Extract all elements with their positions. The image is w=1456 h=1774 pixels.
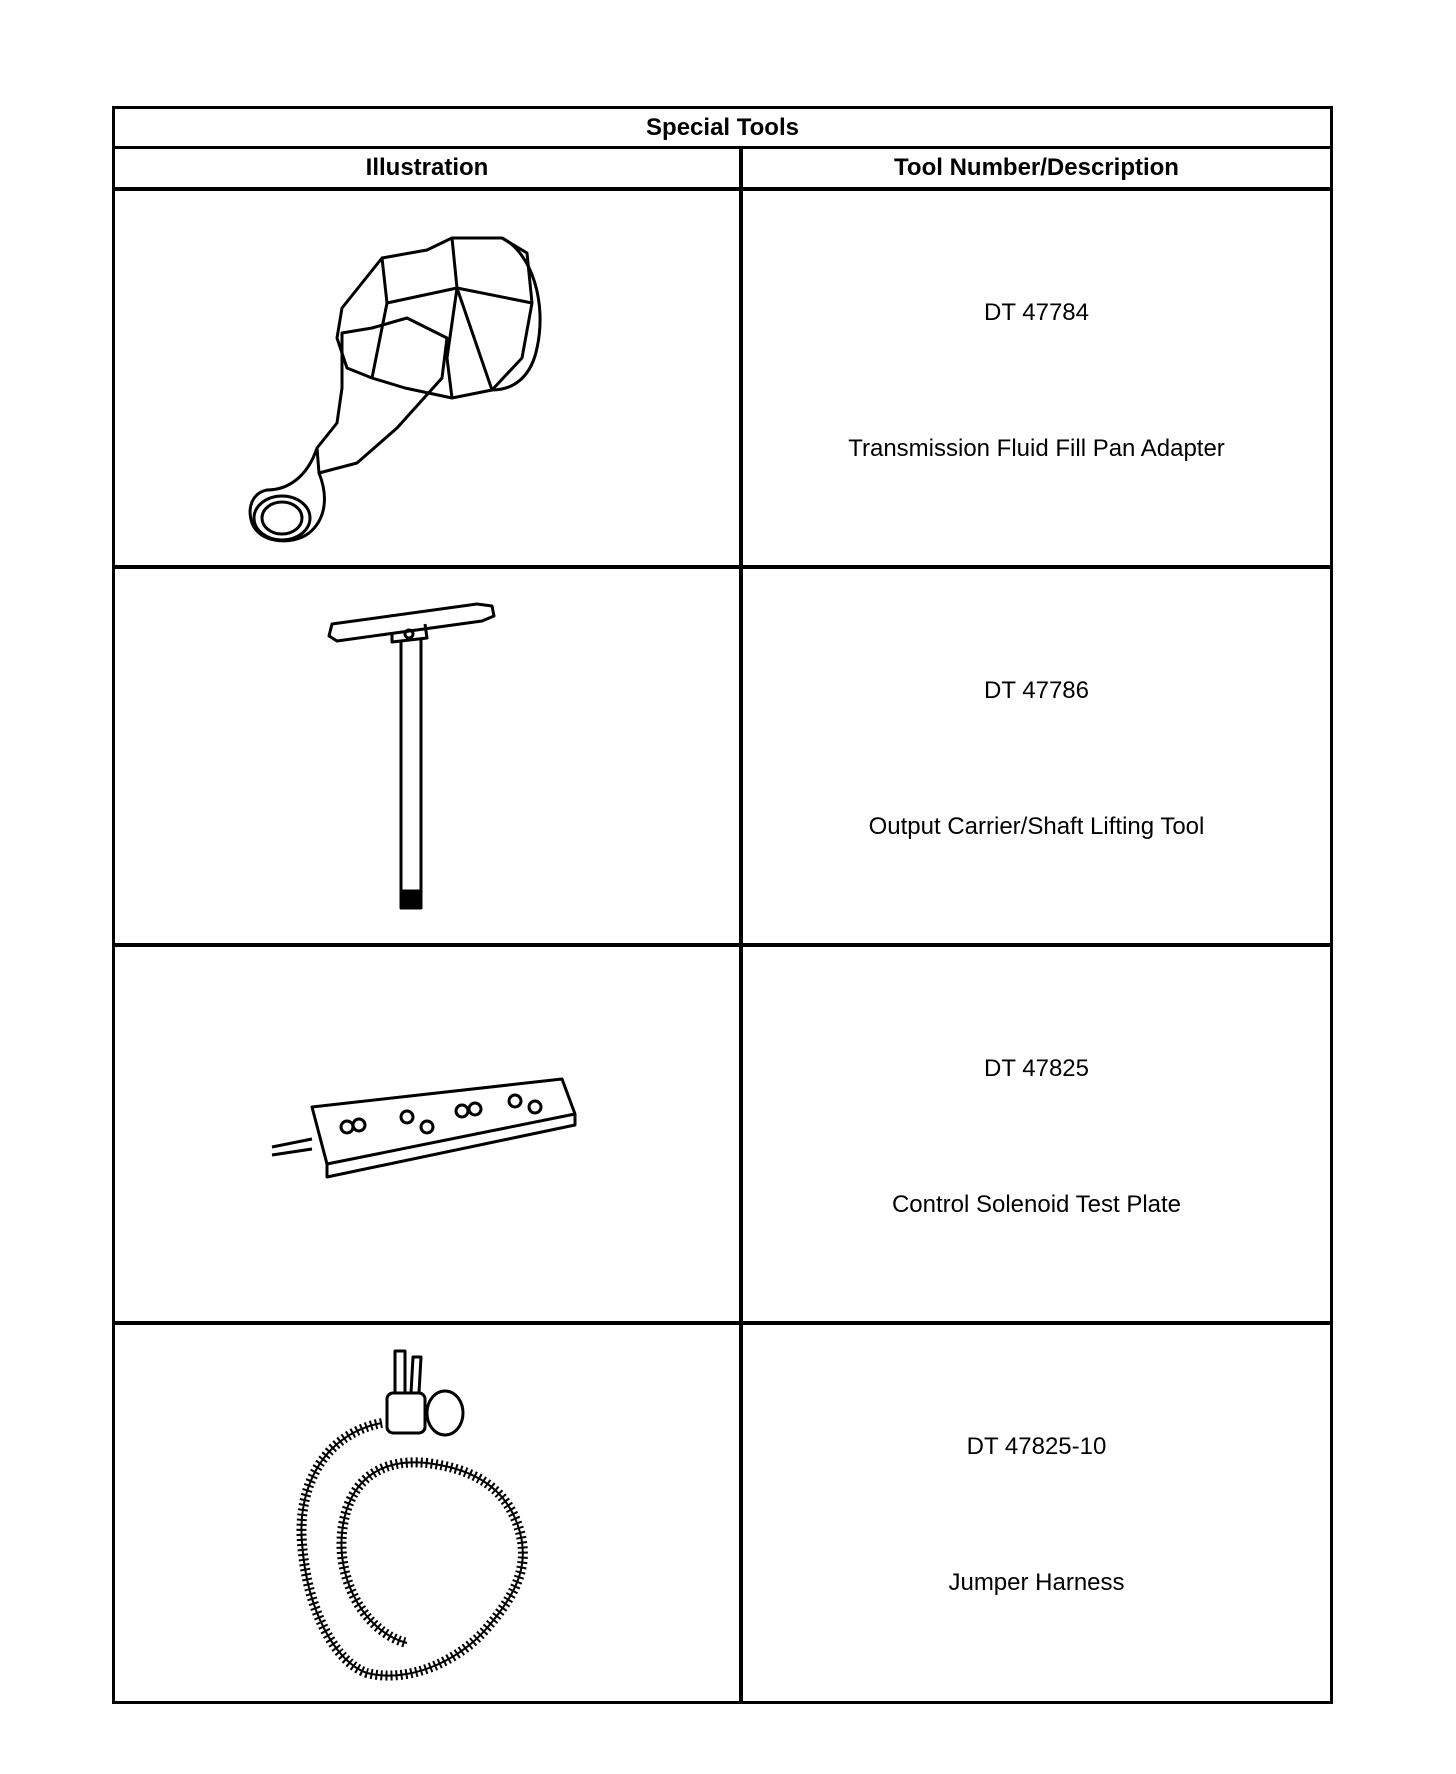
tool-number: DT 47825	[984, 1055, 1089, 1082]
tool-description: Transmission Fluid Fill Pan Adapter	[848, 435, 1225, 462]
tool-number: DT 47825-10	[966, 1433, 1107, 1460]
table-row	[115, 569, 1330, 947]
lifting-tool-icon	[317, 586, 537, 926]
test-plate-icon	[257, 1059, 597, 1209]
description-cell	[743, 947, 1330, 1321]
header-illustration: Illustration	[115, 149, 743, 187]
table-row	[115, 1325, 1330, 1701]
table-title: Special Tools	[115, 109, 1330, 149]
table-row	[115, 947, 1330, 1325]
illustration-cell	[115, 1325, 743, 1701]
jumper-harness-icon	[287, 1343, 567, 1683]
table-header-row	[115, 149, 1330, 191]
illustration-cell	[115, 191, 743, 565]
tool-description: Output Carrier/Shaft Lifting Tool	[868, 813, 1205, 840]
tool-number: DT 47784	[984, 299, 1089, 326]
tool-number: DT 47786	[984, 677, 1089, 704]
tool-description: Jumper Harness	[948, 1569, 1125, 1596]
illustration-cell	[115, 947, 743, 1321]
tool-description: Control Solenoid Test Plate	[891, 1191, 1182, 1218]
table-row	[115, 191, 1330, 569]
description-cell	[743, 1325, 1330, 1701]
fill-pan-adapter-icon	[247, 208, 607, 548]
special-tools-table	[112, 106, 1333, 1704]
illustration-cell	[115, 569, 743, 943]
header-tool-number-description: Tool Number/Description	[894, 154, 1179, 181]
description-cell	[743, 569, 1330, 943]
description-cell	[743, 191, 1330, 565]
